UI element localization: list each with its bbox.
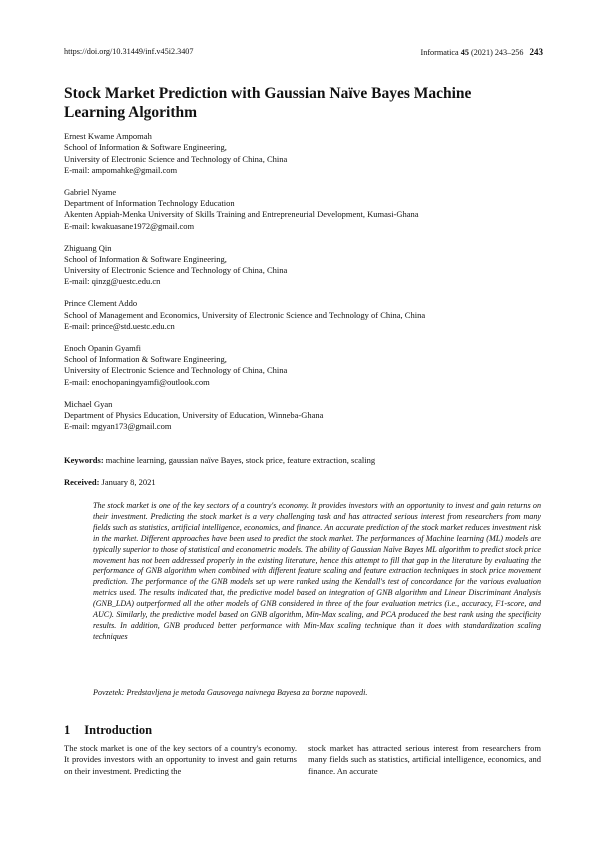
author-affiliation: School of Management and Economics, University of Electronic Science and Technology of China, China — [64, 309, 426, 320]
journal-year-pages: (2021) 243–256 — [470, 48, 524, 57]
title-line-2: Learning Algorithm — [64, 104, 198, 121]
author-name: Enoch Opanin Gyamfi — [64, 342, 141, 353]
author-email[interactable]: E-mail: ampomahke@gmail.com — [64, 164, 178, 175]
doi-link[interactable]: https://doi.org/10.31449/inf.v45i2.3407 — [64, 47, 194, 56]
author-email[interactable]: E-mail: prince@std.uestc.edu.cn — [64, 320, 175, 331]
journal-citation — [421, 47, 544, 57]
author-affiliation: University of Electronic Science and Technology of China, China — [64, 265, 288, 276]
author-affiliation: Akenten Appiah-Menka University of Skills Training and Entrepreneurial Development, Kumasi-Ghana — [64, 209, 419, 220]
paper-title — [64, 84, 534, 122]
section-title: Introduction — [84, 723, 153, 737]
author-affiliation: University of Electronic Science and Technology of China, China — [64, 153, 288, 164]
keywords-text: machine learning, gaussian naïve Bayes, stock price, feature extraction, scaling — [105, 455, 376, 465]
received-line — [64, 477, 544, 487]
author-name: Zhiguang Qin — [64, 242, 112, 253]
section-number: 1 — [64, 723, 71, 737]
author-name: Michael Gyan — [64, 398, 113, 409]
author-affiliation: School of Information & Software Engineering, — [64, 253, 227, 264]
author-affiliation: School of Information & Software Engineering, — [64, 354, 227, 365]
author-name: Prince Clement Addo — [64, 298, 138, 309]
journal-volume: 45 — [460, 48, 469, 57]
keywords-label: Keywords: — [64, 455, 104, 465]
received-date: January 8, 2021 — [101, 477, 156, 487]
keywords-line — [64, 455, 544, 465]
received-label: Received: — [64, 477, 100, 487]
author-block — [64, 298, 544, 332]
povzetek: Povzetek: Predstavljena je metoda Gausovega naivnega Bayesa za borzne napovedi. — [93, 688, 368, 697]
author-email[interactable]: E-mail: enochopaningyamfi@outlook.com — [64, 376, 210, 387]
author-affiliation: Department of Information Technology Education — [64, 198, 235, 209]
author-affiliation: Department of Physics Education, University of Education, Winneba-Ghana — [64, 409, 324, 420]
author-block — [64, 243, 544, 288]
running-header — [64, 47, 543, 59]
author-block — [64, 343, 544, 388]
intro-column-right: stock market has attracted serious interest from researchers from many fields such as statistics, artificial intelligence, economics, and finance. An accurate — [308, 743, 541, 776]
author-list — [64, 131, 544, 443]
page-number: 243 — [529, 47, 543, 57]
abstract — [93, 501, 541, 643]
author-email[interactable]: E-mail: qinzg@uestc.edu.cn — [64, 276, 161, 287]
author-email[interactable]: E-mail: mgyan173@gmail.com — [64, 421, 172, 432]
author-affiliation: School of Information & Software Engineering, — [64, 142, 227, 153]
author-block — [64, 399, 544, 433]
intro-column-left: The stock market is one of the key sectors of a country's economy. It provides investors with an opportunity to invest and gain returns on their investment. Predicting the — [64, 743, 297, 776]
section-heading — [64, 723, 152, 738]
journal-name: Informatica — [420, 48, 459, 57]
author-name: Ernest Kwame Ampomah — [64, 131, 152, 141]
author-email[interactable]: E-mail: kwakuasane1972@gmail.com — [64, 220, 195, 231]
author-block — [64, 187, 544, 232]
author-block — [64, 131, 544, 176]
title-line-1: Stock Market Prediction with Gaussian Naïve Bayes Machine — [64, 85, 472, 102]
author-affiliation: University of Electronic Science and Technology of China, China — [64, 365, 288, 376]
abstract-text: The stock market is one of the key sectors of a country's economy. It provides investors with an opportunity to invest and gain returns on their investment. Predicting the stock market is a very challenging task and has attracted serious interest from researchers from many fields such as statistics, artificial intelligence, economics, and finance. An accurate prediction of the stock market reduces investment risk in the market. Different approaches have been used to predict the stock market. The performances of Machine learning (ML) models are typically superior to those of statistical and econometric models. The ability of Gaussian Naïve Bayes ML algorithm to predict stock price movement has not been addressed properly in the existing literature, hence this attempt to fill that gap in the literature by evaluating the performance of GNB algorithm when combined with different feature scaling and feature extraction techniques in stock price movement prediction. The performance of the GNB models set up were ranked using the Kendall's test of concordance for the various evaluation metrics used. The results indicated that, the predictive model based on integration of GNB algorithm and Linear Discriminant Analysis (GNB_LDA) outperformed all the other models of GNB considered in three of the four evaluation metrics (i.e., accuracy, F1-score, and AUC). Similarly, the predictive model based on GNB algorithm, Min-Max scaling, and PCA produced the best rank using the specificity results. In addition, GNB produced better performance with Min-Max scaling technique than it does with standardization scaling techniques — [93, 501, 541, 641]
author-name: Gabriel Nyame — [64, 186, 117, 197]
